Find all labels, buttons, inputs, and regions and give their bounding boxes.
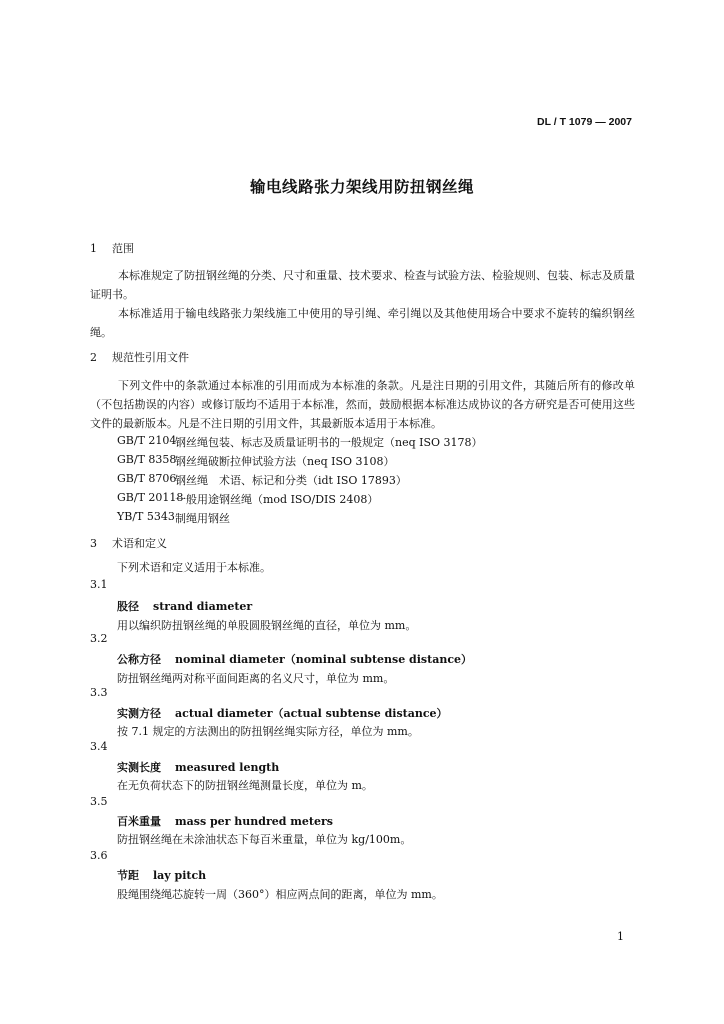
term-en: mass per hundred meters [175,815,334,828]
term-number: 3.6 [90,849,108,862]
term-en: lay pitch [153,869,207,882]
term-number: 3.4 [90,740,108,753]
section-number: 2 [90,351,97,364]
term-heading [117,651,472,667]
standard-code: DL / T 1079 — 2007 [537,116,632,128]
term-cn: 公称方径 [117,653,161,666]
term-definition: 防扭钢丝绳两对称平面间距离的名义尺寸，单位为 mm。 [117,672,395,685]
ref-desc: 一般用途钢丝绳（mod ISO/DIS 2408） [175,493,379,506]
term-cn: 百米重量 [117,815,161,828]
section-1-heading [90,240,134,256]
ref-code: GB/T 20118 [117,491,184,504]
term-cn: 实测方径 [117,707,161,720]
term-en: measured length [175,761,280,774]
term-definition: 用以编织防扭钢丝绳的单股圆股钢丝绳的直径，单位为 mm。 [117,619,417,632]
term-number: 3.5 [90,795,108,808]
term-heading [117,867,206,883]
term-definition: 按 7.1 规定的方法测出的防扭钢丝绳实际方径，单位为 mm。 [117,725,419,738]
term-cn: 节距 [117,869,139,882]
ref-desc: 制绳用钢丝 [175,512,230,525]
term-number: 3.1 [90,578,108,591]
section-3-heading [90,535,167,551]
term-heading [117,705,448,721]
term-definition: 防扭钢丝绳在未涂油状态下每百米重量，单位为 kg/100m。 [117,833,412,846]
ref-code: GB/T 8358 [117,453,177,466]
term-en: actual diameter（actual subtense distance） [175,707,448,720]
ref-code: GB/T 2104 [117,434,177,447]
ref-desc: 钢丝绳破断拉伸试验方法（neq ISO 3108） [175,455,395,468]
document-title: 输电线路张力架线用防扭钢丝绳 [249,177,474,196]
ref-desc: 钢丝绳包装、标志及质量证明书的一般规定（neq ISO 3178） [175,436,483,449]
section-1-paragraph-1: 本标准规定了防扭钢丝绳的分类、尺寸和重量、技术要求、检查与试验方法、检验规则、包装、标志及质量证明书。 [90,269,635,301]
section-title: 规范性引用文件 [112,351,189,364]
section-number: 3 [90,537,97,550]
ref-code: YB/T 5343 [117,510,175,523]
term-definition: 在无负荷状态下的防扭钢丝绳测量长度，单位为 m。 [117,779,373,792]
term-heading [117,598,252,614]
term-heading [117,813,333,829]
term-number: 3.3 [90,686,108,699]
term-en: strand diameter [153,600,253,613]
term-heading [117,759,279,775]
section-number: 1 [90,242,97,255]
section-2-paragraph: 下列文件中的条款通过本标准的引用而成为本标准的条款。凡是注日期的引用文件，其随后所有的修改单（不包括勘误的内容）或修订版均不适用于本标准，然而，鼓励根据本标准达成协议的各方研究是否可使用这些文件的最新版本。凡是不注日期的引用文件，其最新版本适用于本标准。 [90,379,635,430]
section-title: 范围 [112,242,134,255]
term-en: nominal diameter（nominal subtense distance） [175,653,473,666]
ref-code: GB/T 8706 [117,472,177,485]
term-definition: 股绳围绕绳芯旋转一周（360°）相应两点间的距离，单位为 mm。 [117,888,443,901]
term-cn: 实测长度 [117,761,161,774]
term-number: 3.2 [90,632,108,645]
section-1-paragraph-2: 本标准适用于输电线路张力架线施工中使用的导引绳、牵引绳以及其他使用场合中要求不旋转的编织钢丝绳。 [90,307,635,339]
section-title: 术语和定义 [112,537,167,550]
page-number: 1 [617,930,624,943]
section-2-heading [90,349,189,365]
term-cn: 股径 [117,600,139,613]
ref-desc: 钢丝绳 术语、标记和分类（idt ISO 17893） [175,474,407,487]
section-3-intro: 下列术语和定义适用于本标准。 [117,561,271,574]
